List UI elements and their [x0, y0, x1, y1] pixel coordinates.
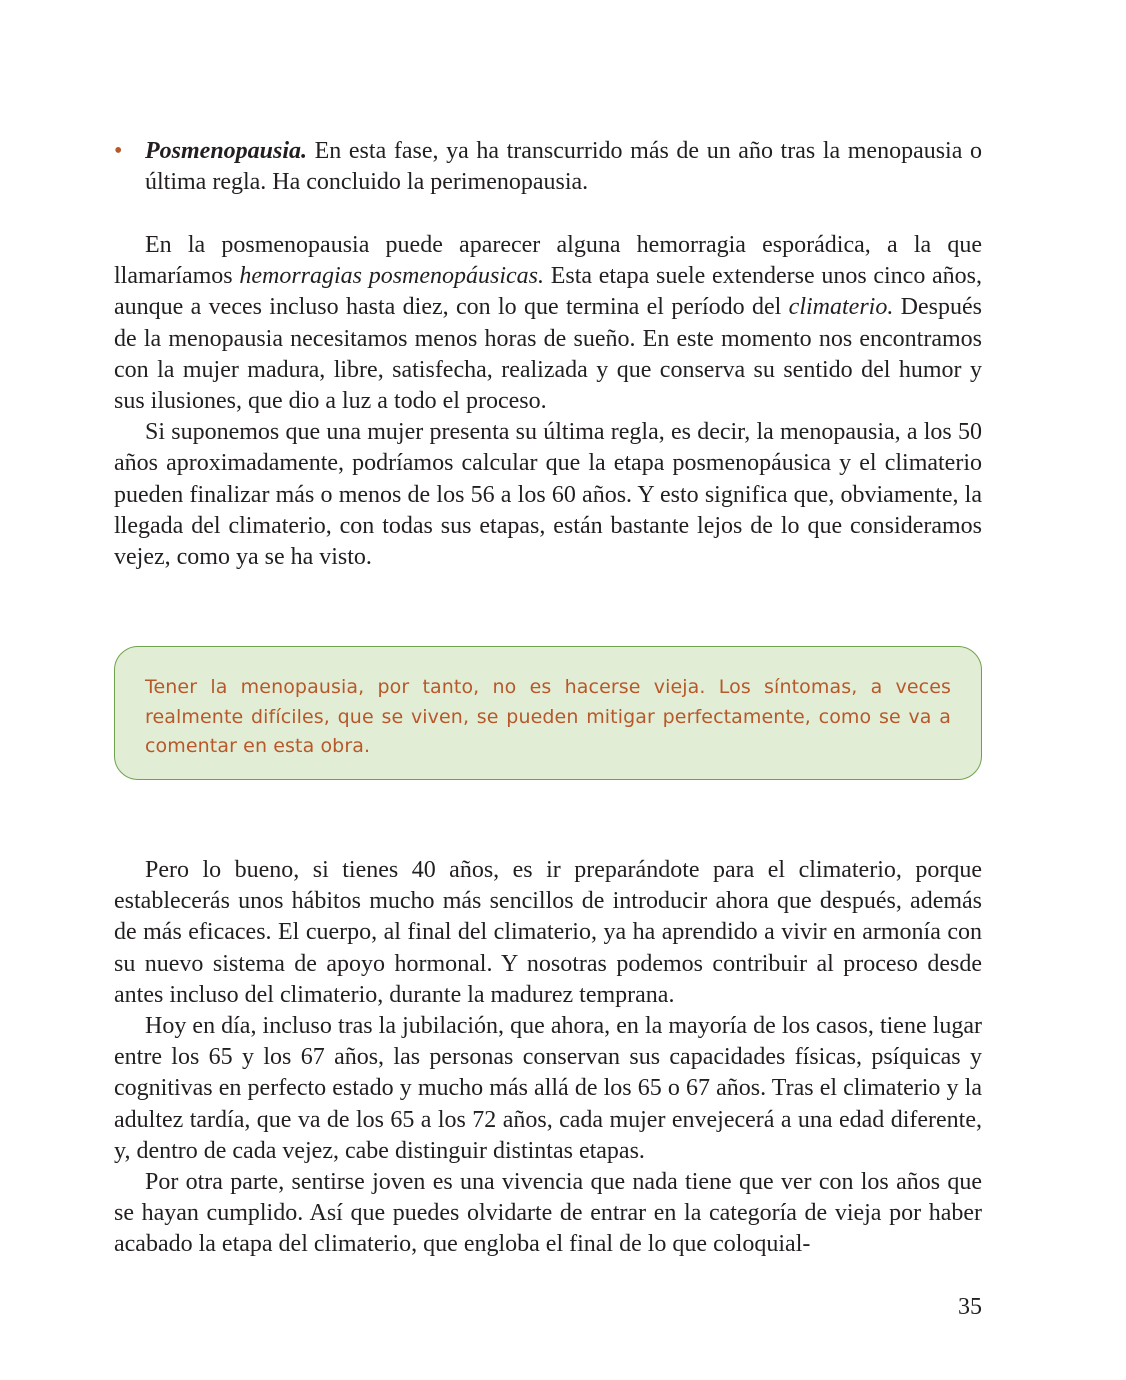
paragraph: Si suponemos que una mujer presenta su última regla, es decir, la menopausia, a los 50 años aproximadamente, podríamos calcular que la etapa posmenopáusica y el climaterio pueden finalizar más o menos de los 56 a los 60 años. Y esto significa que, obviamente, la llegada del climaterio, con todas sus etapas, están bastante lejos de lo que consideramos vejez, como ya se ha visto.: [114, 419, 982, 571]
section-preparacion: [114, 855, 982, 1261]
bullet-dot-icon: •: [114, 138, 123, 164]
bullet-term: Posmenopausia.: [145, 138, 308, 164]
paragraph-text: Después de la menopausia necesitamos menos horas de sueño. En este momento nos encontramos con la mujer madura, libre, satisfecha, realizada y que conserva su sentido del humor y sus ilusiones, que dio a luz a todo el proceso.: [114, 294, 982, 415]
paragraph-text: En la posmenopausia puede aparecer alguna hemorragia esporádica, a la que llamaríamos: [114, 232, 982, 290]
callout-box: [114, 646, 982, 780]
paragraph: [114, 230, 982, 417]
bullet-text: En esta fase, ya ha transcurrido más de un año tras la menopausia o última regla. Ha concluido la perimenopausia.: [145, 138, 982, 196]
callout-text: Tener la menopausia, por tanto, no es hacerse vieja. Los síntomas, a veces realmente difíciles, que se viven, se pueden mitigar perfectamente, como se va a comentar en esta obra.: [145, 676, 951, 757]
italic-term: climaterio.: [788, 294, 894, 321]
section-posmenopausia: [114, 230, 982, 573]
paragraph: Hoy en día, incluso tras la jubilación, que ahora, en la mayoría de los casos, tiene lugar entre los 65 y los 67 años, las personas conservan sus capacidades físicas, psíquicas y cognitivas en perfecto estado y mucho más allá de los 65 o 67 años. Tras el climaterio y la adultez tardía, que va de los 65 a los 72 años, cada mujer envejecerá a una edad diferente, y, dentro de cada vejez, cabe distinguir distintas etapas.: [114, 1013, 982, 1164]
bullet-item-posmenopausia: [114, 136, 982, 198]
bullet-body: [145, 136, 982, 198]
page-number: 35: [958, 1294, 982, 1320]
paragraph-text: Esta etapa suele extenderse unos cinco años, aunque a veces incluso hasta diez, con lo que termina el período del: [114, 263, 982, 321]
italic-term: hemorragias posmenopáusicas.: [239, 263, 545, 290]
paragraph: Pero lo bueno, si tienes 40 años, es ir preparándote para el climaterio, porque establecerás unos hábitos mucho más sencillos de introducir ahora que después, además de más eficaces. El cuerpo, al final del climaterio, ya ha aprendido a vivir en armonía con su nuevo sistema de apoyo hormonal. Y nosotras podemos contribuir al proceso desde antes incluso del climaterio, durante la madurez temprana.: [114, 857, 982, 1008]
paragraph: Por otra parte, sentirse joven es una vivencia que nada tiene que ver con los años que se hayan cumplido. Así que puedes olvidarte de entrar en la categoría de vieja por haber acabado la etapa del climaterio, que engloba el final de lo que coloquial-: [114, 1169, 982, 1258]
